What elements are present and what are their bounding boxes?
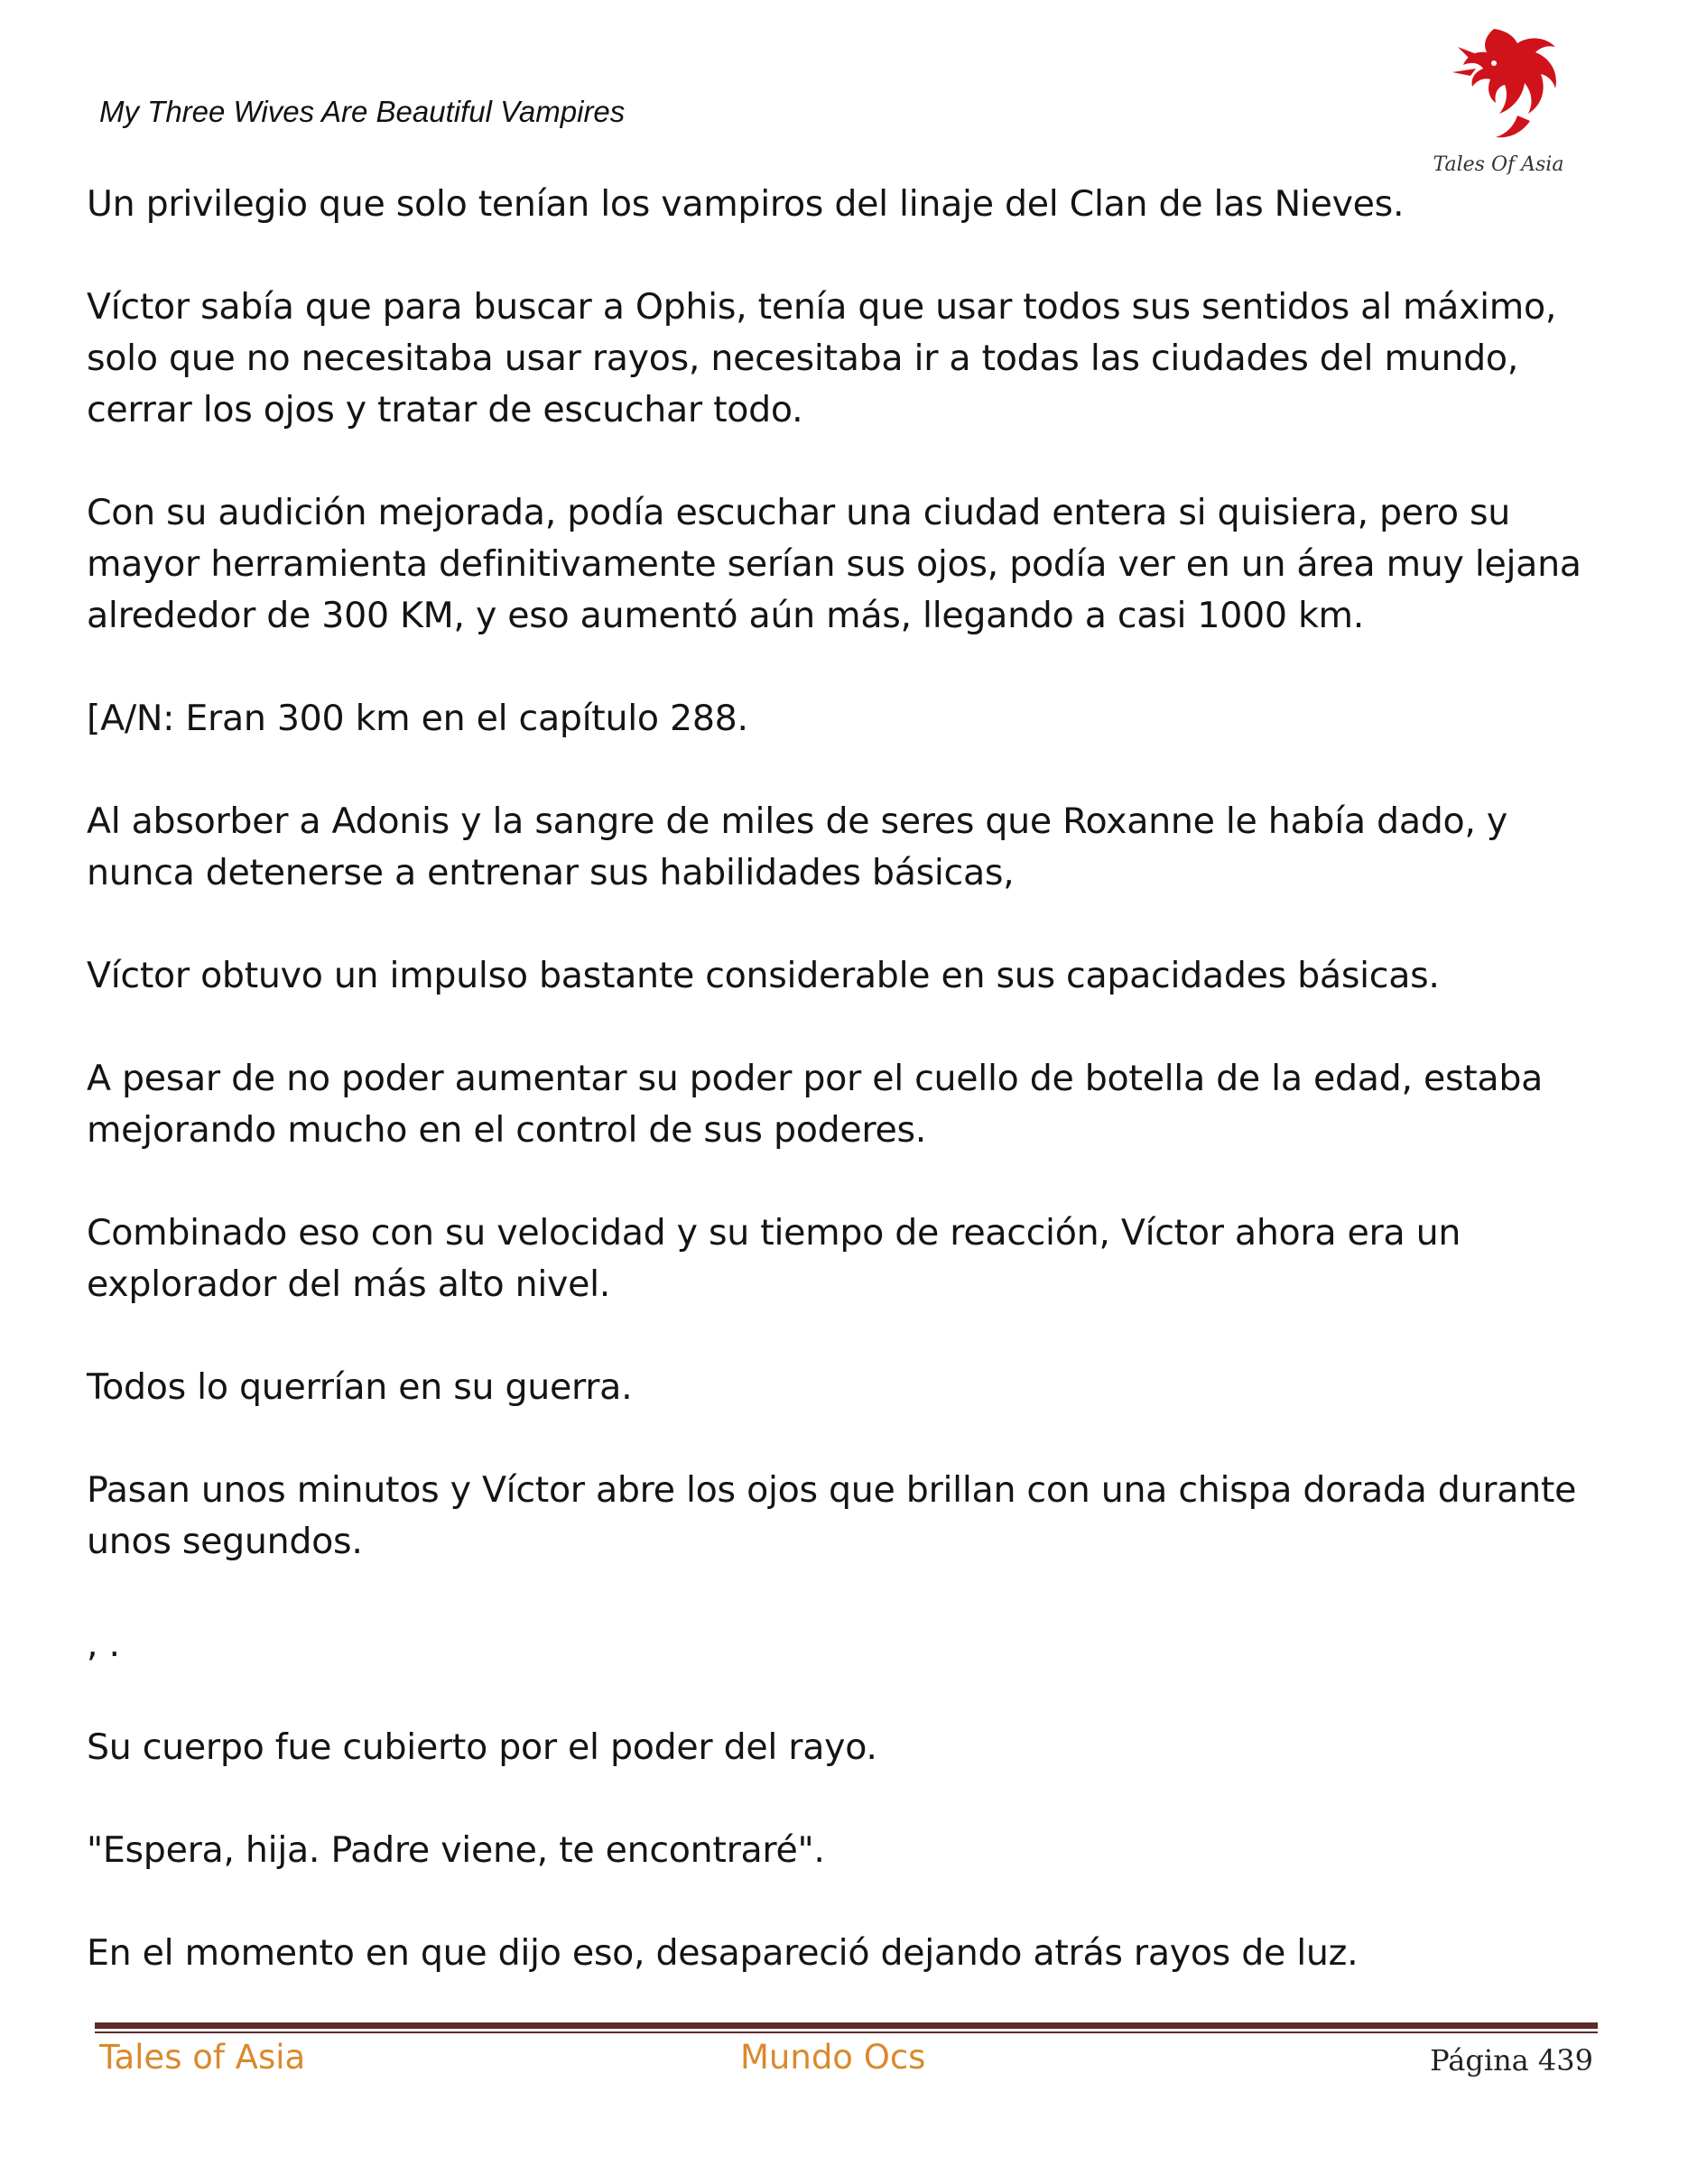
chapter-body xyxy=(87,179,1603,2031)
paragraph: Un privilegio que solo tenían los vampiros del linaje del Clan de las Nieves. xyxy=(87,183,1405,225)
footer-divider xyxy=(95,2022,1598,2029)
footer-site-name: Tales of Asia xyxy=(99,2038,306,2077)
paragraph: Con su audición mejorada, podía escuchar una ciudad entera si quisiera, pero su mayor herramienta definitivamente serían sus ojos, podía ver en un área muy lejana alrededor de 300 KM, y eso aumentó aún más, llegando a casi 1000 km. xyxy=(87,492,1581,636)
paragraph: "Espera, hija. Padre viene, te encontraré". xyxy=(87,1829,825,1871)
paragraph: Víctor obtuvo un impulso bastante considerable en sus capacidades básicas. xyxy=(87,955,1440,996)
paragraph: Al absorber a Adonis y la sangre de miles de seres que Roxanne le había dado, y nunca detenerse a entrenar sus habilidades básicas, xyxy=(87,800,1507,893)
paragraph: Víctor sabía que para buscar a Ophis, tenía que usar todos sus sentidos al máximo, solo que no necesitaba usar rayos, necesitaba ir a todas las ciudades del mundo, cerrar los ojos y tratar de escuchar todo. xyxy=(87,286,1557,430)
paragraph: Su cuerpo fue cubierto por el poder del rayo. xyxy=(87,1726,877,1768)
document-header-title: My Three Wives Are Beautiful Vampires xyxy=(99,95,626,128)
footer-divider-thin xyxy=(95,2031,1598,2033)
dragon-icon xyxy=(1431,20,1566,155)
paragraph: En el momento en que dijo eso, desapareció dejando atrás rayos de luz. xyxy=(87,1932,1359,1974)
paragraph: Combinado eso con su velocidad y su tiempo de reacción, Víctor ahora era un explorador del más alto nivel. xyxy=(87,1212,1461,1305)
logo-caption: Tales Of Asia xyxy=(1433,153,1564,176)
page-number: Página 439 xyxy=(1430,2043,1593,2078)
paragraph: Pasan unos minutos y Víctor abre los ojos que brillan con una chispa dorada durante unos segundos. xyxy=(87,1469,1577,1562)
paragraph: [A/N: Eran 300 km en el capítulo 288. xyxy=(87,698,748,739)
paragraph: A pesar de no poder aumentar su poder por el cuello de botella de la edad, estaba mejorando mucho en el control de sus poderes. xyxy=(87,1058,1544,1151)
paragraph: , . xyxy=(87,1624,120,1665)
paragraph: Todos lo querrían en su guerra. xyxy=(87,1366,633,1408)
tales-of-asia-logo xyxy=(1431,20,1566,182)
footer-section-name: Mundo Ocs xyxy=(740,2038,926,2077)
